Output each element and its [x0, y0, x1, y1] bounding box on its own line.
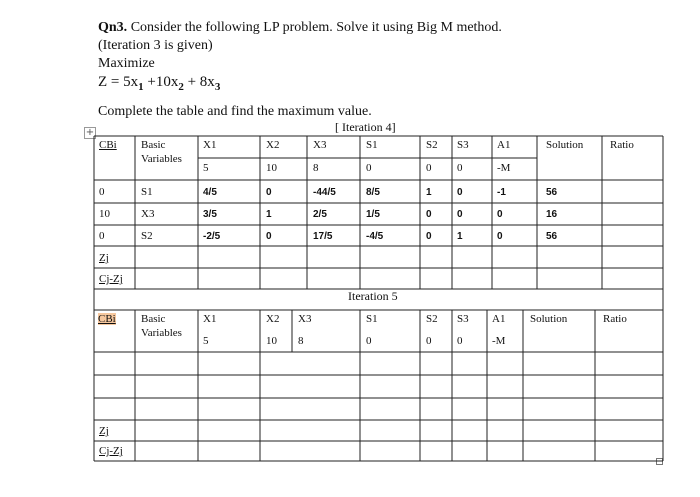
iter4-row1-s2: 1	[426, 187, 432, 198]
iter4-row2-cb: 10	[99, 208, 110, 220]
iter4-row1-cb: 0	[99, 186, 105, 198]
iter4-header-cbi: CBi	[99, 139, 117, 151]
iter4-row2-x2: 1	[266, 209, 272, 220]
iter4-cj-a1: -M	[497, 162, 511, 174]
iter4-row2-s3: 0	[457, 209, 463, 220]
iter4-header-s2: S2	[426, 139, 438, 151]
iter4-cj-x1: 5	[203, 162, 209, 174]
iter5-cj-s2: 0	[426, 335, 432, 347]
iteration4-label: [ Iteration 4]	[335, 120, 396, 134]
iter5-cj-x3: 8	[298, 335, 304, 347]
iter4-row2-basic: X3	[141, 208, 155, 220]
iter4-cj-s1: 0	[366, 162, 372, 174]
iter4-row3-s3: 1	[457, 231, 463, 242]
iter5-header-variables: Variables	[141, 327, 182, 339]
iter4-cj-x3: 8	[313, 162, 319, 174]
iter5-header-basic: Basic	[141, 313, 166, 325]
iteration5-label: Iteration 5	[348, 289, 398, 303]
iter5-cjzj-label: Cj-Zj	[99, 445, 123, 457]
iter4-header-solution: Solution	[546, 139, 584, 151]
objective-label: Maximize	[98, 56, 155, 71]
iter4-row3-x2: 0	[266, 231, 272, 242]
iter4-header-ratio: Ratio	[610, 139, 634, 151]
question-text: Consider the following LP problem. Solve it using Big M method.	[127, 20, 502, 35]
iter4-cj-s2: 0	[426, 162, 432, 174]
iter5-cj-x2: 10	[266, 335, 277, 347]
iter4-row3-solution: 56	[546, 231, 558, 242]
iter4-row3-a1: 0	[497, 231, 503, 242]
iter4-row2-x1: 3/5	[203, 209, 217, 220]
iter4-header-x2: X2	[266, 139, 280, 151]
iter4-row1-s3: 0	[457, 187, 463, 198]
iter4-row2-s1: 1/5	[366, 209, 380, 220]
iter4-cjzj-label: Cj-Zj	[99, 273, 123, 285]
iter4-row3-s1: -4/5	[366, 231, 384, 242]
iter4-row3-x1: -2/5	[203, 231, 221, 242]
iter4-row2-s2: 0	[426, 209, 432, 220]
iter4-cj-s3: 0	[457, 162, 463, 174]
instruction-text: Complete the table and find the maximum value.	[98, 104, 372, 119]
iter5-header-x1: X1	[203, 313, 217, 325]
objective-function: $Z = 5x_1 +10x_2 + 8x_3$	[98, 74, 221, 93]
iter5-header-solution: Solution	[530, 313, 568, 325]
iter5-header-x2: X2	[266, 313, 280, 325]
iter4-row2-x3: 2/5	[313, 209, 327, 220]
iter4-cj-x2: 10	[266, 162, 277, 174]
iter5-cj-a1: -M	[492, 335, 506, 347]
iter4-row1-x1: 4/5	[203, 187, 217, 198]
iter4-header-s1: S1	[366, 139, 378, 151]
iter4-row3-s2: 0	[426, 231, 432, 242]
iter5-cj-s1: 0	[366, 335, 372, 347]
iter5-header-s1: S1	[366, 313, 378, 325]
question-line	[98, 20, 502, 36]
iter5-header-cbi: CBi	[98, 313, 116, 325]
iter5-header-s2: S2	[426, 313, 438, 325]
iteration-note: (Iteration 3 is given)	[98, 38, 213, 53]
iter4-header-s3: S3	[457, 139, 469, 151]
table-resize-handle[interactable]	[656, 458, 663, 465]
question-label: Qn3.	[98, 20, 128, 35]
iter4-header-basic: Basic	[141, 139, 166, 151]
iter4-row2-a1: 0	[497, 209, 503, 220]
iter4-zj-label: Zj	[99, 252, 109, 264]
iter4-row3-cb: 0	[99, 230, 105, 242]
iter5-header-ratio: Ratio	[603, 313, 627, 325]
iter5-zj-label: Zj	[99, 425, 109, 437]
iter4-header-a1: A1	[497, 139, 511, 151]
iter4-header-x3: X3	[313, 139, 327, 151]
iter4-header-variables: Variables	[141, 153, 182, 165]
iter5-header-a1: A1	[492, 313, 506, 325]
iter4-row3-x3: 17/5	[313, 231, 333, 242]
iter4-row1-s1: 8/5	[366, 187, 380, 198]
iter5-header-x3: X3	[298, 313, 312, 325]
iter4-row1-x3: -44/5	[313, 187, 336, 198]
iter4-row2-solution: 16	[546, 209, 558, 220]
iter5-header-s3: S3	[457, 313, 469, 325]
iter4-row1-solution: 56	[546, 187, 558, 198]
iter4-row1-a1: -1	[497, 187, 506, 198]
iter4-row1-basic: S1	[141, 186, 153, 198]
iter4-row1-x2: 0	[266, 187, 272, 198]
iter4-row3-basic: S2	[141, 230, 153, 242]
iter5-cj-x1: 5	[203, 335, 209, 347]
table-move-handle-icon[interactable]: +	[85, 127, 95, 138]
iter5-cj-s3: 0	[457, 335, 463, 347]
iter4-header-x1: X1	[203, 139, 217, 151]
